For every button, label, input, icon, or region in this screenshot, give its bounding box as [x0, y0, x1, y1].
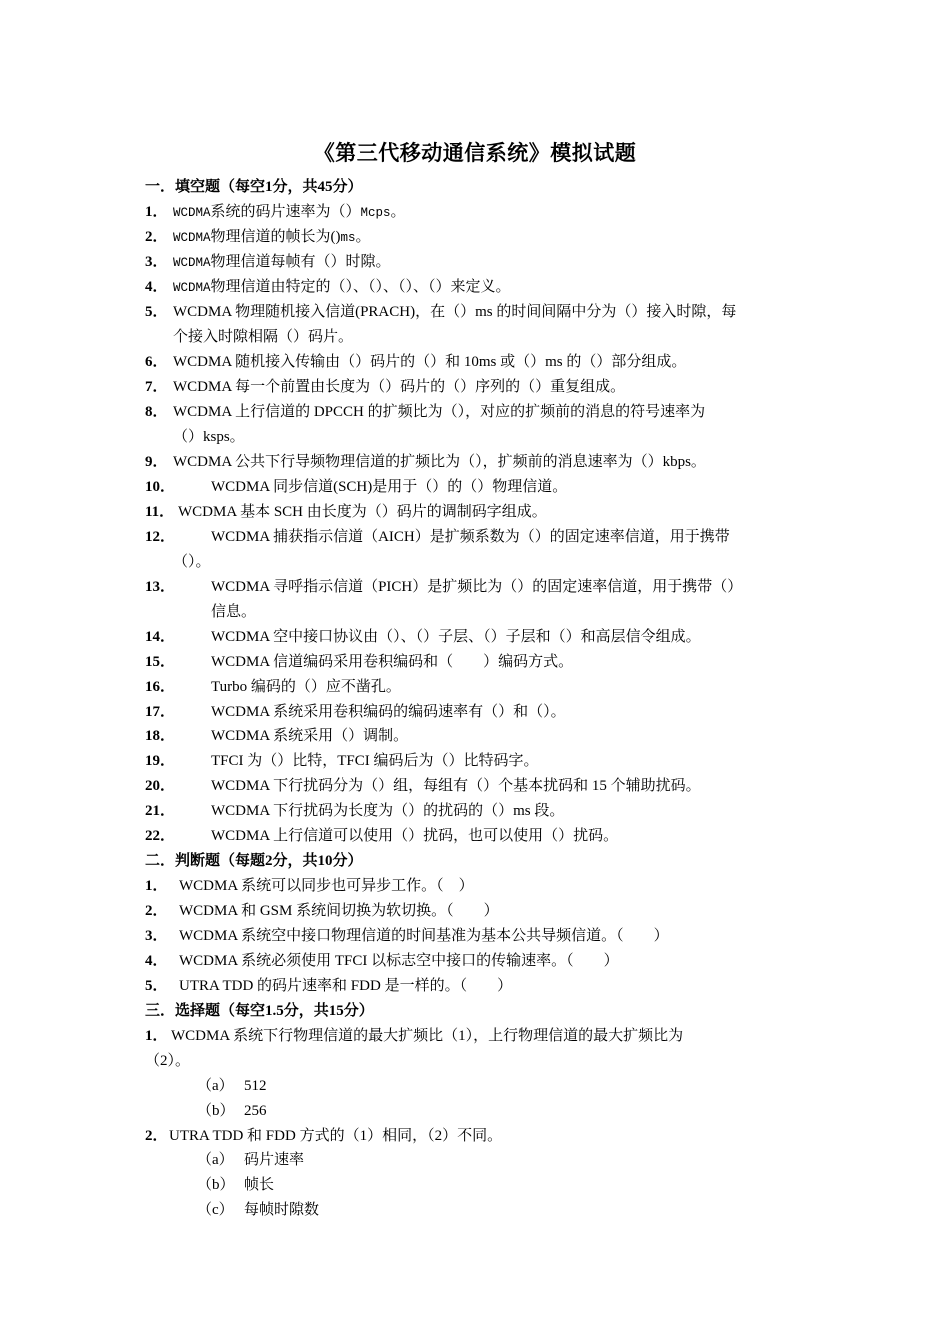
section-heading-multiple-choice: 三．选择题（每空1.5分，共15分）	[145, 1003, 374, 1019]
exam-page: 《第三代移动通信系统》模拟试题 一．填空题（每空1分，共45分） 1． WCDMA系统的码片速率为（）Mcps。 2． WCDMA物理信道的帧长为()ms。 3． WCDMA物理信道每帧有（）时隙。 4． WCDMA物理信道由特定的（）、（）、（）、（）来定义。 5． WCDMA 物理随机接入信道(PRACH)，在（）ms 的时间间隔中分为（）接入时隙，每 个接入时隙相隔（）码片。 6． WCDMA 随机接入传输由（）码片的（）和 10ms 或（）ms 的（）部分组成。 7． WCDMA 每一个前置由长度为（）码片的（）序列的（）重复组成。 8． WCDMA 上行信道的 DPCCH 的扩频比为（），对应的扩频前的消息的符号速率为 （）ksps。 9． WCDMA 公共下行导频物理信道的扩频比为（），扩频前的消息速率为（）kbps。 10． WCDMA 同步信道(SCH)是用于（）的（）物理信道。 11． WCDMA 基本 SCH 由长度为（）码片的调制码字组成。 12． WCDMA 捕获指示信道（AICH）是扩频系数为（）的固定速率信道，用于携带 （）。 13． WCDMA 寻呼指示信道（PICH）是扩频比为（）的固定速率信道，用于携带（） 信息。 14． WCDMA 空中接口协议由（）、（）子层、（）子层和（）和高层信令组成。 15． WCDMA 信道编码采用卷积编码和（ ）编码方式。 16． Turbo 编码的（）应不凿孔。 17． WCDMA 系统采用卷积编码的编码速率有（）和（）。 18． WCDMA 系统采用（）调制。 19． TFCI 为（）比特，TFCI 编码后为（）比特码字。 20． WCDMA 下行扰码分为（）组，每组有（）个基本扰码和 15 个辅助扰码。 21． WCDMA 下行扰码为长度为（）的扰码的（）ms 段。 22． WCDMA 上行信道可以使用（）扰码，也可以使用（）扰码。 二．判断题（每题2分，共10分） 1． WCDMA 系统可以同步也可异步工作。（ ） 2． WCDMA 和 GSM 系统间切换为软切换。（ ） 3． WCDMA 系统空中接口物理信道的时间基准为基本公共导频信道。（ ） 4． WCDMA 系统必须使用 TFCI 以标志空中接口的传输速率。（ ） 5． UTRA TDD 的码片速率和 FDD 是一样的。（ ） 三．选择题（每空1.5分，共15分） 1． WCDMA 系统下行物理信道的最大扩频比（1），上行物理信道的最大扩频比为 （2）。 （a） 512 （b） 256 2． UTRA TDD 和 FDD 方式的（1）相同，（2）不同。 （a） 码片速率 （b） 帧长 （c） 每帧时隙数	[0, 0, 950, 1344]
choice-option-text: 码片速率	[244, 1152, 305, 1168]
section-heading-fill-in: 一．填空题（每空1分，共45分）	[145, 179, 363, 195]
page-title: 《第三代移动通信系统》模拟试题	[313, 141, 637, 165]
choice-option-text: 帧长	[244, 1177, 275, 1193]
choice-option-text: 每帧时隙数	[244, 1202, 320, 1218]
choice-option-label: （b）	[197, 1103, 235, 1119]
choice-option-label: （a）	[197, 1078, 234, 1094]
choice-option-label: （c）	[197, 1202, 234, 1218]
choice-option-text: 256	[244, 1103, 267, 1119]
choice-option-label: （b）	[197, 1177, 235, 1193]
section-heading-true-false: 二．判断题（每题2分，共10分）	[145, 853, 363, 869]
choice-option-label: （a）	[197, 1152, 234, 1168]
choice-option-text: 512	[244, 1078, 267, 1094]
